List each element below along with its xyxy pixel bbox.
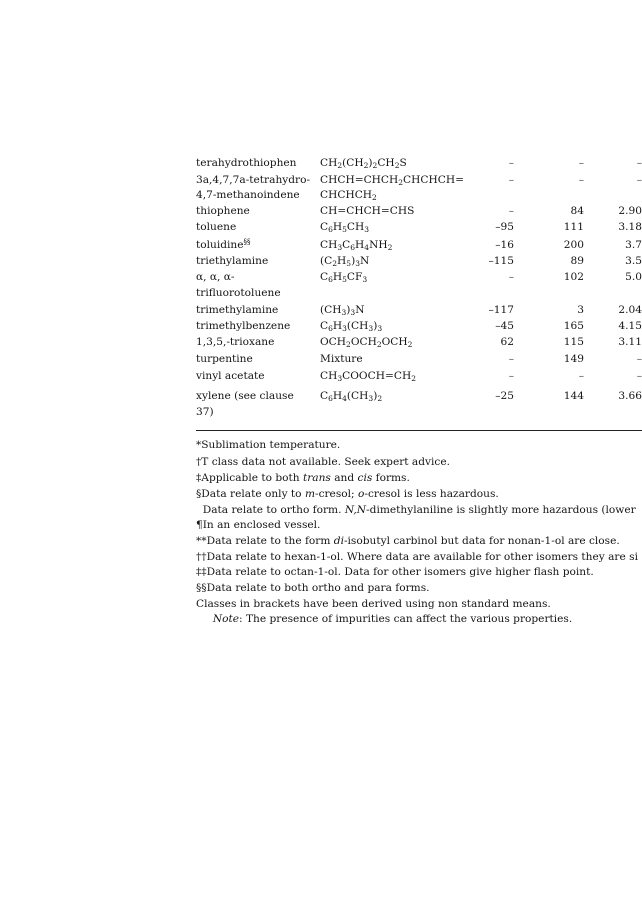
footnote: *Sublimation temperature.	[196, 439, 341, 451]
row-vapour-density: –	[636, 157, 642, 169]
row-vapour-density: –	[636, 370, 642, 382]
row-boiling-point: 144	[563, 390, 584, 402]
row-formula: $C_6H_5CF_3$	[320, 271, 368, 284]
row-melting-point: –	[508, 271, 514, 283]
row-melting-point: –45	[495, 320, 514, 332]
row-vapour-density: 3.7	[625, 239, 642, 251]
row-formula: $OCH_2OCH_2OCH_2$	[320, 336, 413, 349]
row-boiling-point: 3	[577, 304, 584, 316]
row-vapour-density: 3.11	[618, 336, 642, 348]
footnote: ‡Applicable to both trans and cis forms.	[196, 472, 410, 484]
row-boiling-point: 111	[563, 221, 584, 233]
row-formula: $(C_2H_5)_3N$	[320, 255, 370, 268]
row-name: 4,7-methanoindene	[196, 189, 300, 201]
row-name: toluene	[196, 221, 237, 233]
row-formula: $C_6H_3(CH_3)_3$	[320, 320, 383, 333]
row-melting-point: –115	[488, 255, 514, 267]
row-melting-point: –	[508, 353, 514, 365]
footnote: ¶In an enclosed vessel.	[196, 519, 321, 531]
row-name: trimethylamine	[196, 304, 279, 316]
row-name: 3a,4,7,7a-tetrahydro-	[196, 174, 311, 186]
row-vapour-density: –	[636, 174, 642, 186]
row-name: trifluorotoluene	[196, 287, 281, 299]
row-vapour-density: 3.5	[625, 255, 642, 267]
row-melting-point: –	[508, 370, 514, 382]
row-name: toluidine§§	[196, 238, 251, 251]
footnote: Data relate to ortho form. N,N-dimethylaniline is slightly more hazardous (lower	[196, 504, 636, 516]
row-melting-point: –117	[488, 304, 514, 316]
row-melting-point: –	[508, 205, 514, 217]
row-name: 37)	[196, 406, 214, 418]
row-formula: $CHCH=CHCH_2CHCHCH=$	[320, 174, 464, 187]
table-bottom-rule	[196, 430, 642, 431]
row-boiling-point: 149	[563, 353, 584, 365]
row-vapour-density: –	[636, 353, 642, 365]
footnote: **Data relate to the form di-isobutyl carbinol but data for nonan-1-ol are close.	[196, 535, 620, 547]
row-name: vinyl acetate	[196, 370, 265, 382]
row-formula: $CH_2(CH_2)_2CH_2S$	[320, 157, 407, 170]
row-name: turpentine	[196, 353, 253, 365]
row-name: 1,3,5,-trioxane	[196, 336, 275, 348]
row-name: thiophene	[196, 205, 250, 217]
row-melting-point: –16	[495, 239, 514, 251]
row-boiling-point: 165	[563, 320, 584, 332]
row-vapour-density: 3.18	[618, 221, 642, 233]
row-formula: CH=CHCH=CHS	[320, 205, 415, 217]
row-boiling-point: 115	[563, 336, 584, 348]
row-vapour-density: 3.66	[618, 390, 642, 402]
row-vapour-density: 2.04	[618, 304, 642, 316]
row-boiling-point: –	[578, 157, 584, 169]
row-name: α, α, α-	[196, 271, 235, 283]
footnote: ‡‡Data relate to octan-1-ol. Data for other isomers give higher flash point.	[196, 566, 594, 578]
footnote: ††Data relate to hexan-1-ol. Where data are available for other isomers they are si	[196, 551, 638, 563]
row-melting-point: –	[508, 174, 514, 186]
row-formula: $CH_3C_6H_4NH_2$	[320, 239, 393, 252]
row-vapour-density: 5.0	[625, 271, 642, 283]
row-vapour-density: 4.15	[618, 320, 642, 332]
row-boiling-point: 84	[570, 205, 584, 217]
row-boiling-point: 102	[563, 271, 584, 283]
row-formula: $CHCHCH_2$	[320, 189, 377, 202]
row-melting-point: –25	[495, 390, 514, 402]
footnote: Note: The presence of impurities can affect the various properties.	[212, 613, 573, 625]
row-formula: Mixture	[320, 353, 363, 365]
row-formula: $(CH_3)_3N$	[320, 304, 365, 317]
row-name: trimethylbenzene	[196, 320, 291, 332]
row-name: triethylamine	[196, 255, 269, 267]
row-name: terahydrothiophen	[196, 157, 297, 169]
row-melting-point: –	[508, 157, 514, 169]
footnote: Classes in brackets have been derived using non standard means.	[196, 598, 551, 610]
footnote: †T class data not available. Seek expert advice.	[196, 456, 450, 468]
row-boiling-point: –	[578, 174, 584, 186]
row-boiling-point: –	[578, 370, 584, 382]
footnote: §§Data relate to both ortho and para forms.	[196, 582, 430, 594]
row-formula: $C_6H_4(CH_3)_2$	[320, 390, 383, 403]
row-boiling-point: 200	[563, 239, 584, 251]
row-melting-point: –95	[495, 221, 514, 233]
row-boiling-point: 89	[570, 255, 584, 267]
row-melting-point: 62	[500, 336, 514, 348]
row-vapour-density: 2.90	[618, 205, 642, 217]
row-formula: $C_6H_5CH_3$	[320, 221, 370, 234]
footnote: §Data relate only to m-cresol; o-cresol is less hazardous.	[196, 488, 499, 500]
row-formula: $CH_3COOCH=CH_2$	[320, 370, 416, 383]
row-name: xylene (see clause	[196, 390, 294, 402]
